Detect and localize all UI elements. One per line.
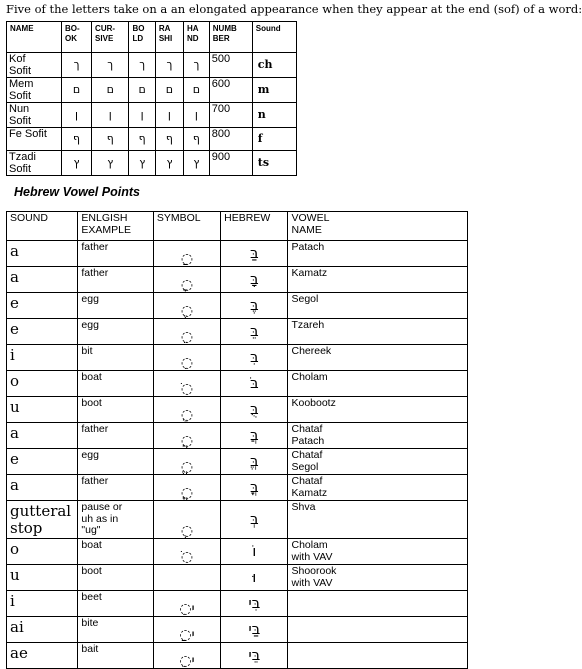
english-example: egg bbox=[78, 319, 153, 345]
vowel-symbol: ◌ֹ bbox=[153, 539, 220, 565]
table-row bbox=[7, 241, 468, 267]
column-header: Sound bbox=[252, 22, 296, 53]
hebrew-example: וּ bbox=[221, 565, 288, 591]
vowel-symbol: ◌ֶ bbox=[153, 293, 220, 319]
vowel-name: Tzareh bbox=[288, 319, 468, 345]
english-example: pause or uh as in "ug" bbox=[78, 501, 153, 539]
hebrew-example: בֳּ bbox=[221, 475, 288, 501]
vowel-symbol: ◌ִי bbox=[153, 591, 220, 617]
number-value: 800 bbox=[209, 128, 252, 151]
hand-glyph: ף bbox=[184, 128, 210, 151]
vowel-name: Cholam bbox=[288, 371, 468, 397]
book-glyph: ך bbox=[62, 53, 92, 78]
sound-value: ai bbox=[7, 617, 78, 643]
sound-value: u bbox=[7, 397, 78, 423]
column-header: BO LD bbox=[129, 22, 155, 53]
bold-glyph: ץ bbox=[129, 151, 155, 176]
number-value: 900 bbox=[209, 151, 252, 176]
column-header: SYMBOL bbox=[153, 212, 220, 241]
vowel-symbol: ◌ַי bbox=[153, 617, 220, 643]
cursive-glyph: ף bbox=[92, 128, 129, 151]
vowel-name: Chataf Kamatz bbox=[288, 475, 468, 501]
letter-name: Nun Sofit bbox=[7, 103, 62, 128]
sound-value: f bbox=[252, 128, 296, 151]
sound-value: ch bbox=[252, 53, 296, 78]
letter-name: Mem Sofit bbox=[7, 78, 62, 103]
hebrew-example: בָּ bbox=[221, 267, 288, 293]
table-row bbox=[7, 151, 297, 176]
hebrew-example: בִּ bbox=[221, 345, 288, 371]
hebrew-example: בַּי bbox=[221, 617, 288, 643]
english-example: bait bbox=[78, 643, 153, 669]
book-glyph: ף bbox=[62, 128, 92, 151]
rashi-glyph: ץ bbox=[155, 151, 183, 176]
hebrew-example: בְּ bbox=[221, 501, 288, 539]
english-example: father bbox=[78, 475, 153, 501]
vowel-name: Chataf Patach bbox=[288, 423, 468, 449]
letter-name: Tzadi Sofit bbox=[7, 151, 62, 176]
vowel-symbol: ◌ִ bbox=[153, 345, 220, 371]
table-row bbox=[7, 78, 297, 103]
table-row bbox=[7, 397, 468, 423]
english-example: bit bbox=[78, 345, 153, 371]
vowel-symbol: ◌ֵ bbox=[153, 319, 220, 345]
sound-value: a bbox=[7, 241, 78, 267]
hebrew-example: בֻּ bbox=[221, 397, 288, 423]
vowel-name: Patach bbox=[288, 241, 468, 267]
table-row bbox=[7, 319, 468, 345]
sound-value: m bbox=[252, 78, 296, 103]
column-header: SOUND bbox=[7, 212, 78, 241]
vowel-symbol: ◌ֹ bbox=[153, 371, 220, 397]
cursive-glyph: ץ bbox=[92, 151, 129, 176]
hebrew-example: בֲּ bbox=[221, 423, 288, 449]
sound-value: gutteral stop bbox=[7, 501, 78, 539]
sound-value: i bbox=[7, 345, 78, 371]
table-row bbox=[7, 267, 468, 293]
sound-value: e bbox=[7, 449, 78, 475]
hand-glyph: ן bbox=[184, 103, 210, 128]
book-glyph: ן bbox=[62, 103, 92, 128]
vowel-name: Chereek bbox=[288, 345, 468, 371]
column-header: CUR- SIVE bbox=[92, 22, 129, 53]
book-glyph: ץ bbox=[62, 151, 92, 176]
vowel-symbol: ◌ְ bbox=[153, 501, 220, 539]
english-example: beet bbox=[78, 591, 153, 617]
english-example: father bbox=[78, 241, 153, 267]
letter-name: Fe Sofit bbox=[7, 128, 62, 151]
number-value: 500 bbox=[209, 53, 252, 78]
sound-value: u bbox=[7, 565, 78, 591]
vowel-name: Koobootz bbox=[288, 397, 468, 423]
sound-value: a bbox=[7, 423, 78, 449]
hand-glyph: ך bbox=[184, 53, 210, 78]
table-row bbox=[7, 475, 468, 501]
column-header: VOWEL NAME bbox=[288, 212, 468, 241]
hebrew-example: בֹּ bbox=[221, 371, 288, 397]
cursive-glyph: ן bbox=[92, 103, 129, 128]
column-header: RA SHI bbox=[155, 22, 183, 53]
vowel-symbol: ◌ֵי bbox=[153, 643, 220, 669]
table-row bbox=[7, 345, 468, 371]
table-row bbox=[7, 449, 468, 475]
table-row bbox=[7, 591, 468, 617]
table-row bbox=[7, 643, 468, 669]
vowel-symbol: ◌ֻ bbox=[153, 397, 220, 423]
table-row bbox=[7, 103, 297, 128]
bold-glyph: ן bbox=[129, 103, 155, 128]
hebrew-example: בֶּ bbox=[221, 293, 288, 319]
vowel-name: Chataf Segol bbox=[288, 449, 468, 475]
sound-value: i bbox=[7, 591, 78, 617]
sound-value: a bbox=[7, 267, 78, 293]
bold-glyph: ף bbox=[129, 128, 155, 151]
book-glyph: ם bbox=[62, 78, 92, 103]
vowel-symbol: ◌ָ bbox=[153, 267, 220, 293]
cursive-glyph: ך bbox=[92, 53, 129, 78]
column-header: NAME bbox=[7, 22, 62, 53]
table-row bbox=[7, 501, 468, 539]
sound-value: o bbox=[7, 539, 78, 565]
vowel-symbol: ◌ֳ bbox=[153, 475, 220, 501]
vowel-name: Shva bbox=[288, 501, 468, 539]
column-header: NUMB BER bbox=[209, 22, 252, 53]
english-example: boat bbox=[78, 539, 153, 565]
letter-name: Kof Sofit bbox=[7, 53, 62, 78]
rashi-glyph: ן bbox=[155, 103, 183, 128]
vowels-heading: Hebrew Vowel Points bbox=[14, 185, 140, 199]
sofit-header-row bbox=[7, 22, 297, 53]
number-value: 700 bbox=[209, 103, 252, 128]
intro-text: Five of the letters take on a an elongated appearance when they appear at the end (sof) of a word: bbox=[6, 2, 582, 16]
column-header: BO- OK bbox=[62, 22, 92, 53]
vowel-symbol: ◌ַ bbox=[153, 241, 220, 267]
vowel-symbol: ◌ֲ bbox=[153, 423, 220, 449]
bold-glyph: ם bbox=[129, 78, 155, 103]
table-row bbox=[7, 617, 468, 643]
vowel-name: Cholam with VAV bbox=[288, 539, 468, 565]
rashi-glyph: ף bbox=[155, 128, 183, 151]
hebrew-example: וֹ bbox=[221, 539, 288, 565]
table-row bbox=[7, 539, 468, 565]
hebrew-example: בֵּי bbox=[221, 643, 288, 669]
sound-value: e bbox=[7, 319, 78, 345]
english-example: father bbox=[78, 423, 153, 449]
hand-glyph: ם bbox=[184, 78, 210, 103]
english-example: boat bbox=[78, 371, 153, 397]
english-example: boot bbox=[78, 565, 153, 591]
vowel-points-table bbox=[6, 211, 468, 669]
sound-value: n bbox=[252, 103, 296, 128]
hebrew-example: בִּי bbox=[221, 591, 288, 617]
english-example: egg bbox=[78, 449, 153, 475]
sound-value: ts bbox=[252, 151, 296, 176]
table-row bbox=[7, 423, 468, 449]
vowels-header-row bbox=[7, 212, 468, 241]
table-row bbox=[7, 53, 297, 78]
cursive-glyph: ם bbox=[92, 78, 129, 103]
column-header: HA ND bbox=[184, 22, 210, 53]
table-row bbox=[7, 293, 468, 319]
sound-value: o bbox=[7, 371, 78, 397]
vowel-name bbox=[288, 617, 468, 643]
vowel-symbol: ◌ֱ bbox=[153, 449, 220, 475]
hand-glyph: ץ bbox=[184, 151, 210, 176]
hebrew-example: בֱּ bbox=[221, 449, 288, 475]
vowel-name: Segol bbox=[288, 293, 468, 319]
english-example: bite bbox=[78, 617, 153, 643]
vowel-name bbox=[288, 591, 468, 617]
sofit-letters-table bbox=[6, 21, 297, 176]
english-example: father bbox=[78, 267, 153, 293]
number-value: 600 bbox=[209, 78, 252, 103]
vowel-name bbox=[288, 643, 468, 669]
sound-value: ae bbox=[7, 643, 78, 669]
table-row bbox=[7, 565, 468, 591]
hebrew-example: בֵּ bbox=[221, 319, 288, 345]
vowel-name: Shoorook with VAV bbox=[288, 565, 468, 591]
column-header: HEBREW bbox=[221, 212, 288, 241]
hebrew-example: בַּ bbox=[221, 241, 288, 267]
english-example: boot bbox=[78, 397, 153, 423]
rashi-glyph: ך bbox=[155, 53, 183, 78]
sound-value: e bbox=[7, 293, 78, 319]
table-row bbox=[7, 128, 297, 151]
table-row bbox=[7, 371, 468, 397]
vowel-symbol bbox=[153, 565, 220, 591]
rashi-glyph: ם bbox=[155, 78, 183, 103]
sound-value: a bbox=[7, 475, 78, 501]
vowel-name: Kamatz bbox=[288, 267, 468, 293]
english-example: egg bbox=[78, 293, 153, 319]
column-header: ENLGISH EXAMPLE bbox=[78, 212, 153, 241]
bold-glyph: ך bbox=[129, 53, 155, 78]
